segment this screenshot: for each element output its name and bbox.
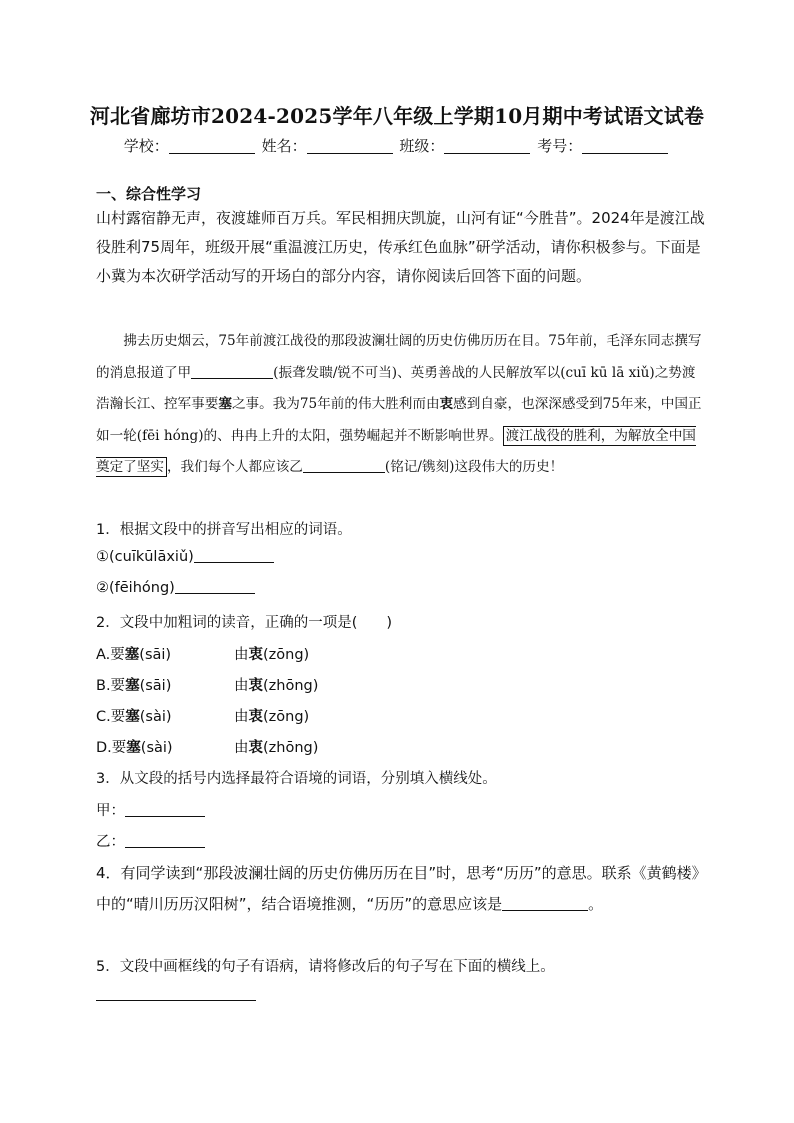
reading-passage	[96, 326, 706, 484]
option-label: B.要	[96, 678, 126, 694]
bold-word-sai: 塞	[218, 396, 232, 412]
q1-b-blank[interactable]	[175, 580, 255, 594]
name-blank[interactable]	[307, 139, 393, 154]
option-label: D.要	[96, 740, 127, 756]
exam-title: 河北省廊坊市2024-2025学年八年级上学期10月期中考试语文试卷	[89, 104, 705, 128]
option-word: 衷	[248, 709, 263, 725]
option-word: 衷	[248, 740, 263, 756]
option-pinyin: (zhōng)	[263, 678, 319, 694]
option-pinyin: (zhōng)	[263, 740, 319, 756]
q1-b-label: ②(fēihóng)	[96, 580, 175, 596]
option-pinyin: (sài)	[140, 740, 173, 756]
option-c-second	[234, 705, 309, 726]
option-d[interactable]	[96, 736, 173, 757]
question-3-yi	[96, 830, 205, 851]
option-pinyin: (sài)	[139, 709, 172, 725]
option-a[interactable]	[96, 643, 171, 664]
class-label: 班级：	[399, 137, 445, 155]
option-word: 塞	[125, 678, 140, 694]
school-blank[interactable]	[169, 139, 255, 154]
option-word: 衷	[248, 647, 263, 663]
q3-yi-label: 乙：	[96, 834, 125, 850]
option-a-second	[234, 643, 309, 664]
blank-jia[interactable]	[191, 365, 273, 379]
option-word: 衷	[248, 678, 263, 694]
question-2-stem: 2．文段中加粗词的读音，正确的一项是( )	[96, 615, 393, 631]
question-5-stem: 5．文段中画框线的句子有语病，请将修改后的句子写在下面的横线上。	[96, 959, 555, 975]
q3-jia-label: 甲：	[96, 803, 125, 819]
option-word: 塞	[124, 647, 140, 663]
passage-text: 之事。我为75年前的伟大胜利而由	[231, 396, 440, 412]
q1-a-blank[interactable]	[194, 549, 274, 563]
class-blank[interactable]	[444, 139, 530, 154]
passage-text: (铭记/镌刻)这段伟大的历史！	[384, 459, 564, 475]
option-label: C.要	[96, 709, 126, 725]
option-label: 由	[234, 740, 249, 756]
option-pinyin: (zōng)	[263, 709, 310, 725]
option-pinyin: (sāi)	[139, 647, 172, 663]
question-1-item-a	[96, 549, 274, 565]
option-label: A.要	[96, 647, 125, 663]
option-label: 由	[234, 709, 249, 725]
q4-text: 4．有同学读到“那段波澜壮阔的历史仿佛历历在目”时，思考“历历”的意思。联系《黄鹤楼》中的“晴川历历汉阳树”，结合语境推测，“历历”的意思应该是	[96, 864, 700, 913]
q4-end: 。	[588, 895, 604, 913]
passage-text: 拂去历史烟云，75年前渡江战役的那段波澜壮阔的历史仿佛历历在目。75年前，毛泽东同志撰写的消息报道了甲	[96, 333, 702, 381]
passage-text: (振聋发聩/锐不可当)、英勇善战的人民解放军以(cuī kū lā xiǔ)之势渡浩瀚长江、控军事要	[96, 364, 696, 412]
question-4	[96, 858, 706, 920]
q5-answer-line[interactable]	[96, 1000, 256, 1001]
student-info-row	[0, 135, 794, 156]
q3-jia-blank[interactable]	[125, 803, 205, 817]
bold-word-zhong: 衷	[439, 396, 454, 412]
option-c[interactable]	[96, 705, 172, 726]
option-pinyin: (zōng)	[263, 647, 310, 663]
section-heading: 一、综合性学习	[96, 185, 202, 203]
q1-a-label: ①(cuīkūlāxiǔ)	[96, 549, 194, 565]
option-word: 塞	[126, 740, 141, 756]
option-d-second	[234, 736, 318, 757]
question-1-stem: 1．根据文段中的拼音写出相应的词语。	[96, 522, 352, 538]
number-label: 考号：	[537, 137, 583, 155]
option-b[interactable]	[96, 674, 171, 695]
question-3-stem: 3．从文段的括号内选择最符合语境的词语，分别填入横线处。	[96, 771, 497, 787]
option-label: 由	[234, 647, 249, 663]
option-label: 由	[234, 678, 249, 694]
boxed-sentence: 渡江战役的胜利，为解放全中国奠定了坚实	[96, 427, 696, 475]
blank-yi[interactable]	[303, 459, 385, 473]
school-label: 学校：	[123, 137, 169, 155]
passage-text: 感到自豪，也深深感受到75年来，中国正如一轮(fēi hóng)的、冉冉上升的太阳，强势崛起并不断影响世界。	[96, 396, 702, 444]
passage-text: ，我们每个人都应该乙	[166, 459, 303, 475]
name-label: 姓名：	[261, 137, 307, 155]
q3-yi-blank[interactable]	[125, 834, 205, 848]
option-b-second	[234, 674, 318, 695]
question-3-jia	[96, 799, 205, 820]
passage-paragraph	[96, 326, 706, 484]
number-blank[interactable]	[582, 139, 668, 154]
intro-paragraph: 山村露宿静无声，夜渡雄师百万兵。军民相拥庆凯旋，山河有证“今胜昔”。2024年是渡江战役胜利75周年，班级开展“重温渡江历史，传承红色血脉”研学活动，请你积极参与。下面是小冀为本次研学活动写的开场白的部分内容，请你阅读后回答下面的问题。	[96, 209, 705, 285]
question-1-item-b	[96, 580, 255, 596]
option-pinyin: (sāi)	[139, 678, 172, 694]
q4-blank[interactable]	[502, 897, 588, 911]
option-word: 塞	[125, 709, 140, 725]
